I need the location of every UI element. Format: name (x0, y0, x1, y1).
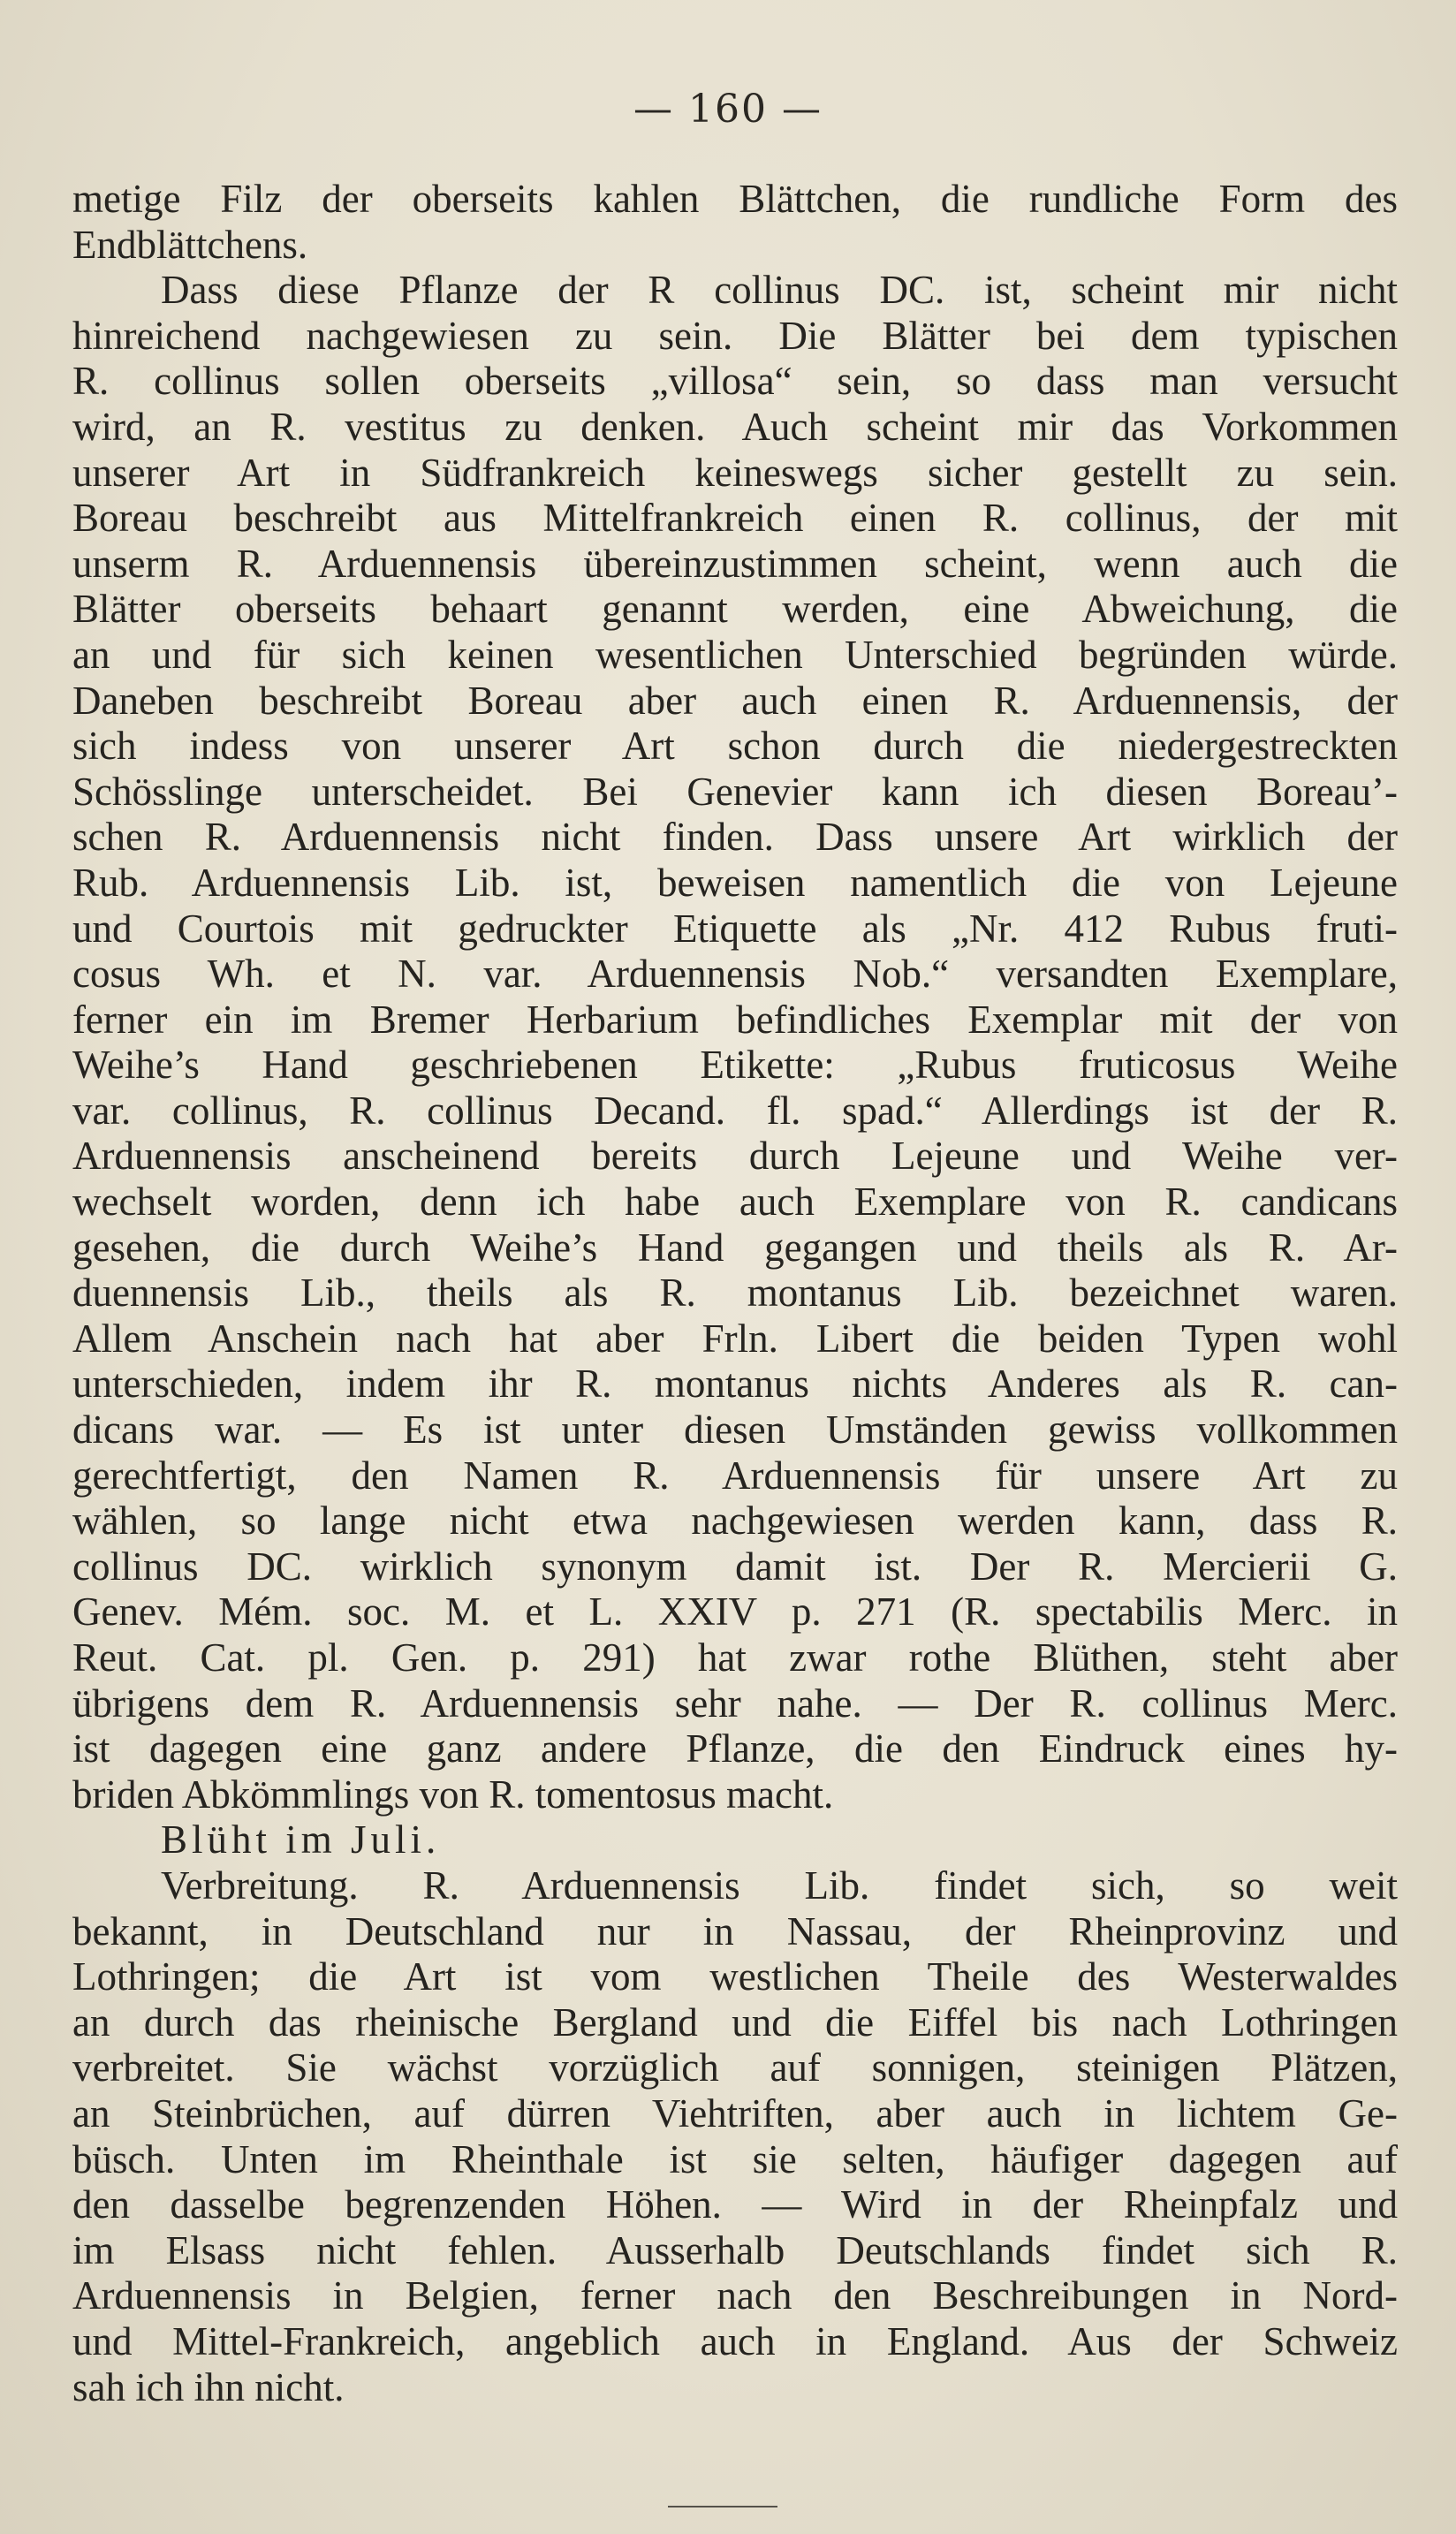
text-line: dicans war. — Es ist unter diesen Umständen gewiss vollkommen (72, 1407, 1398, 1453)
text-line: ferner ein im Bremer Herbarium befindliches Exemplar mit der von (72, 997, 1398, 1042)
text-line: gerechtfertigt, den Namen R. Arduennensis für unsere Art zu (72, 1453, 1398, 1498)
text-line: Dass diese Pflanze der R collinus DC. ist, scheint mir nicht (161, 268, 1398, 313)
bottom-rule (668, 2506, 777, 2507)
text-line: Allem Anschein nach hat aber Frln. Libert die beiden Typen wohl (72, 1316, 1398, 1361)
text-line: Lothringen; die Art ist vom westlichen Theile des Westerwaldes (72, 1954, 1398, 1999)
text-line: im Elsass nicht fehlen. Ausserhalb Deutschlands findet sich R. (72, 2227, 1398, 2272)
text-line: schen R. Arduennensis nicht finden. Dass unsere Art wirklich der (72, 815, 1398, 860)
text-line: metige Filz der oberseits kahlen Blättchen, die rundliche Form des (72, 177, 1398, 221)
text-line: collinus DC. wirklich synonym damit ist. Der R. Mercierii G. (72, 1544, 1398, 1589)
text-line: Verbreitung. R. Arduennensis Lib. findet sich, so weit (161, 1863, 1398, 1908)
text-line: hinreichend nachgewiesen zu sein. Die Blätter bei dem typischen (72, 313, 1398, 358)
text-line: Blüht im Juli. (161, 1817, 441, 1863)
text-line: Genev. Mém. soc. M. et L. XXIV p. 271 (R. spectabilis Merc. in (72, 1589, 1398, 1635)
text-line: bekannt, in Deutschland nur in Nassau, der Rheinprovinz und (72, 1908, 1398, 1954)
text-line: R. collinus sollen oberseits „villosa“ sein, so dass man versucht (72, 359, 1398, 404)
text-line: und Mittel-Frankreich, angeblich auch in England. Aus der Schweiz (72, 2318, 1398, 2363)
text-line: duennensis Lib., theils als R. montanus Lib. bezeichnet waren. (72, 1271, 1398, 1316)
text-line: wechselt worden, denn ich habe auch Exemplare von R. candicans (72, 1180, 1398, 1225)
page-number: — 160 — (633, 87, 823, 132)
text-line: übrigens dem R. Arduennensis sehr nahe. — Der R. collinus Merc. (72, 1680, 1398, 1726)
text-line: verbreitet. Sie wächst vorzüglich auf sonnigen, steinigen Plätzen, (72, 2045, 1398, 2090)
text-line: an durch das rheinische Bergland und die Eiffel bis nach Lothringen (72, 1999, 1398, 2045)
text-line: Endblättchens. (72, 222, 308, 267)
text-line: briden Abkömmlings von R. tomentosus macht. (72, 1772, 834, 1817)
text-line: Boreau beschreibt aus Mittelfrankreich einen R. collinus, der mit (72, 496, 1398, 541)
text-line: unserer Art in Südfrankreich keineswegs sicher gestellt zu sein. (72, 450, 1398, 495)
text-line: wählen, so lange nicht etwa nachgewiesen werden kann, dass R. (72, 1498, 1398, 1544)
text-line: Blätter oberseits behaart genannt werden, eine Abweichung, die (72, 587, 1398, 632)
text-line: sah ich ihn nicht. (72, 2364, 345, 2409)
text-line: Reut. Cat. pl. Gen. p. 291) hat zwar rothe Blüthen, steht aber (72, 1635, 1398, 1680)
text-line: und Courtois mit gedruckter Etiquette als „Nr. 412 Rubus fruti- (72, 906, 1398, 951)
text-line: gesehen, die durch Weihe’s Hand gegangen und theils als R. Ar- (72, 1225, 1398, 1270)
text-line: Schösslinge unterscheidet. Bei Genevier kann ich diesen Boreau’- (72, 769, 1398, 814)
text-line: büsch. Unten im Rheinthale ist sie selten, häufiger dagegen auf (72, 2136, 1398, 2181)
text-line: an Steinbrüchen, auf dürren Viehtriften, aber auch in lichtem Ge- (72, 2090, 1398, 2136)
text-line: Daneben beschreibt Boreau aber auch einen R. Arduennensis, der (72, 678, 1398, 723)
text-line: Arduennensis anscheinend bereits durch Lejeune und Weihe ver- (72, 1134, 1398, 1179)
text-line: unserm R. Arduennensis übereinzustimmen scheint, wenn auch die (72, 541, 1398, 586)
text-line: an und für sich keinen wesentlichen Unterschied begründen würde. (72, 632, 1398, 677)
text-line: den dasselbe begrenzenden Höhen. — Wird in der Rheinpfalz und (72, 2182, 1398, 2227)
text-line: var. collinus, R. collinus Decand. fl. spad.“ Allerdings ist der R. (72, 1088, 1398, 1133)
text-line: wird, an R. vestitus zu denken. Auch scheint mir das Vorkommen (72, 404, 1398, 449)
text-line: unterschieden, indem ihr R. montanus nichts Anderes als R. can- (72, 1362, 1398, 1407)
body-text (72, 177, 1398, 2410)
text-line: Rub. Arduennensis Lib. ist, beweisen namentlich die von Lejeune (72, 860, 1398, 905)
text-line: ist dagegen eine ganz andere Pflanze, die den Eindruck eines hy- (72, 1726, 1398, 1772)
text-line: Arduennensis in Belgien, ferner nach den Beschreibungen in Nord- (72, 2273, 1398, 2318)
text-line: Weihe’s Hand geschriebenen Etikette: „Rubus fruticosus Weihe (72, 1043, 1398, 1088)
text-line: cosus Wh. et N. var. Arduennensis Nob.“ versandten Exemplare, (72, 952, 1398, 997)
text-line: sich indess von unserer Art schon durch die niedergestreckten (72, 724, 1398, 769)
